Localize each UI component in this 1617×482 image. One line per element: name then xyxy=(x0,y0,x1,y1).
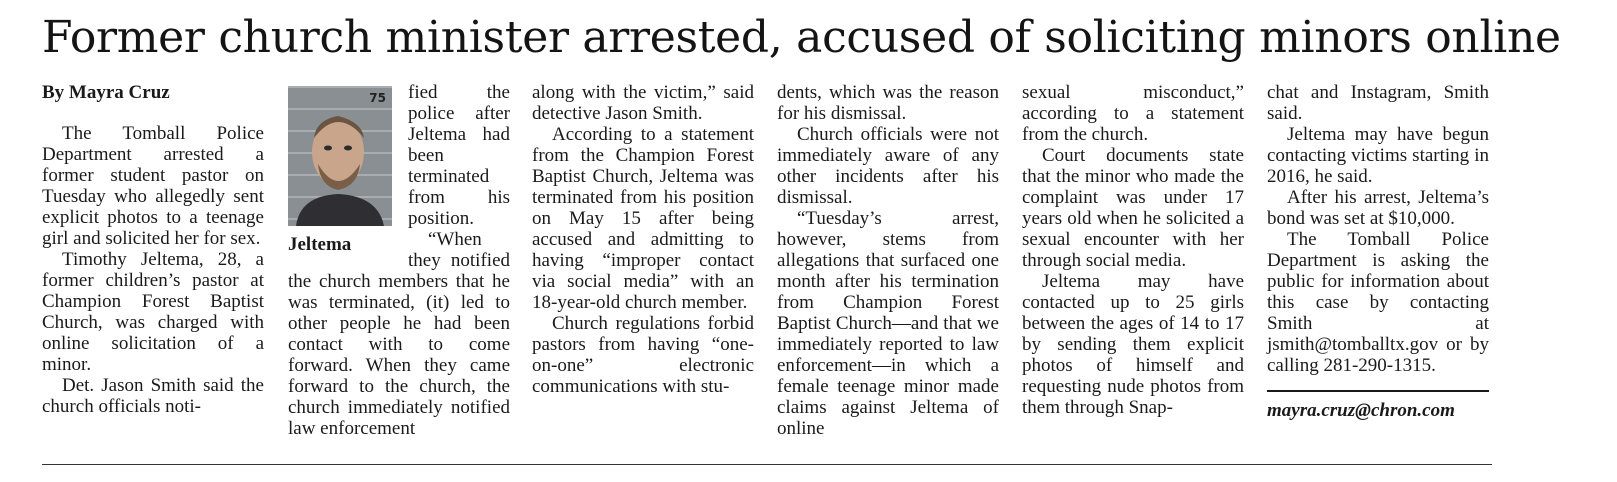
mugshot-photo xyxy=(288,86,392,226)
height-marker: 75 xyxy=(369,91,386,105)
paragraph: “Tuesday’s arrest, however, stems from allegations that surfaced one month after his termination from Champion Forest Baptist Church—and that we immediately reported to law enforcement—in which a female teenage minor made claims against Jeltema of online xyxy=(777,208,999,439)
headline: Former church minister arrested, accused of soliciting minors online xyxy=(42,12,1561,63)
paragraph: The Tomball Police Department is asking the public for information about this case by contacting Smith at jsmith@tomballtx.gov or by calling 281-290-1315. xyxy=(1267,229,1489,376)
paragraph: Church officials were not immediately aware of any other incidents after his dismissal. xyxy=(777,124,999,208)
article-column-1 xyxy=(42,82,264,417)
paragraph: Timothy Jeltema, 28, a former children’s pastor at Champion Forest Baptist Church, was charged with online solicitation of a minor. xyxy=(42,249,264,375)
paragraph: chat and Instagram, Smith said. xyxy=(1267,82,1489,124)
article-column-5 xyxy=(1022,82,1244,418)
paragraph: Jeltema may have contacted up to 25 girls between the ages of 14 to 17 by sending them explicit photos of himself and requesting nude photos from them through Snap- xyxy=(1022,271,1244,418)
photo-block xyxy=(288,86,392,255)
paragraph: Court documents state that the minor who made the complaint was under 17 years old when he solicited a sexual encounter with her through social media. xyxy=(1022,145,1244,271)
paragraph: along with the victim,” said detective Jason Smith. xyxy=(532,82,754,124)
paragraph: Jeltema may have begun contacting victims starting in 2016, he said. xyxy=(1267,124,1489,187)
bottom-divider xyxy=(42,464,1492,465)
paragraph: fied the police after Jeltema had been terminated from his position. xyxy=(408,82,510,229)
paragraph: dents, which was the reason for his dismissal. xyxy=(777,82,999,124)
article-column-4 xyxy=(777,82,999,439)
paragraph: After his arrest, Jeltema’s bond was set at $10,000. xyxy=(1267,187,1489,229)
paragraph: The Tomball Police Department arrested a former student pastor on Tuesday who allegedly sent explicit photos to a teenage girl and solicited her for sex. xyxy=(42,123,264,249)
photo-caption: Jeltema xyxy=(288,234,352,255)
article-column-2 xyxy=(288,82,510,439)
byline: By Mayra Cruz xyxy=(42,82,170,103)
article-column-6 xyxy=(1267,82,1489,421)
paragraph: “When they notified the church members that he was terminated, (it) led to other people he had been contact with to come forward. When they came forward to the church, the church immediately notified law enforcement xyxy=(288,229,510,439)
paragraph: According to a statement from the Champion Forest Baptist Church, Jeltema was terminated from his position on May 15 after being accused and admitting to having “improper contact via social media” with an 18-year-old church member. xyxy=(532,124,754,313)
article-column-3 xyxy=(532,82,754,397)
signoff xyxy=(1267,390,1489,421)
author-email: mayra.cruz@chron.com xyxy=(1267,400,1455,421)
paragraph: sexual misconduct,” according to a statement from the church. xyxy=(1022,82,1244,145)
paragraph: Det. Jason Smith said the church officials noti- xyxy=(42,375,264,417)
paragraph: Church regulations forbid pastors from having “one-on-one” electronic communications with stu- xyxy=(532,313,754,397)
